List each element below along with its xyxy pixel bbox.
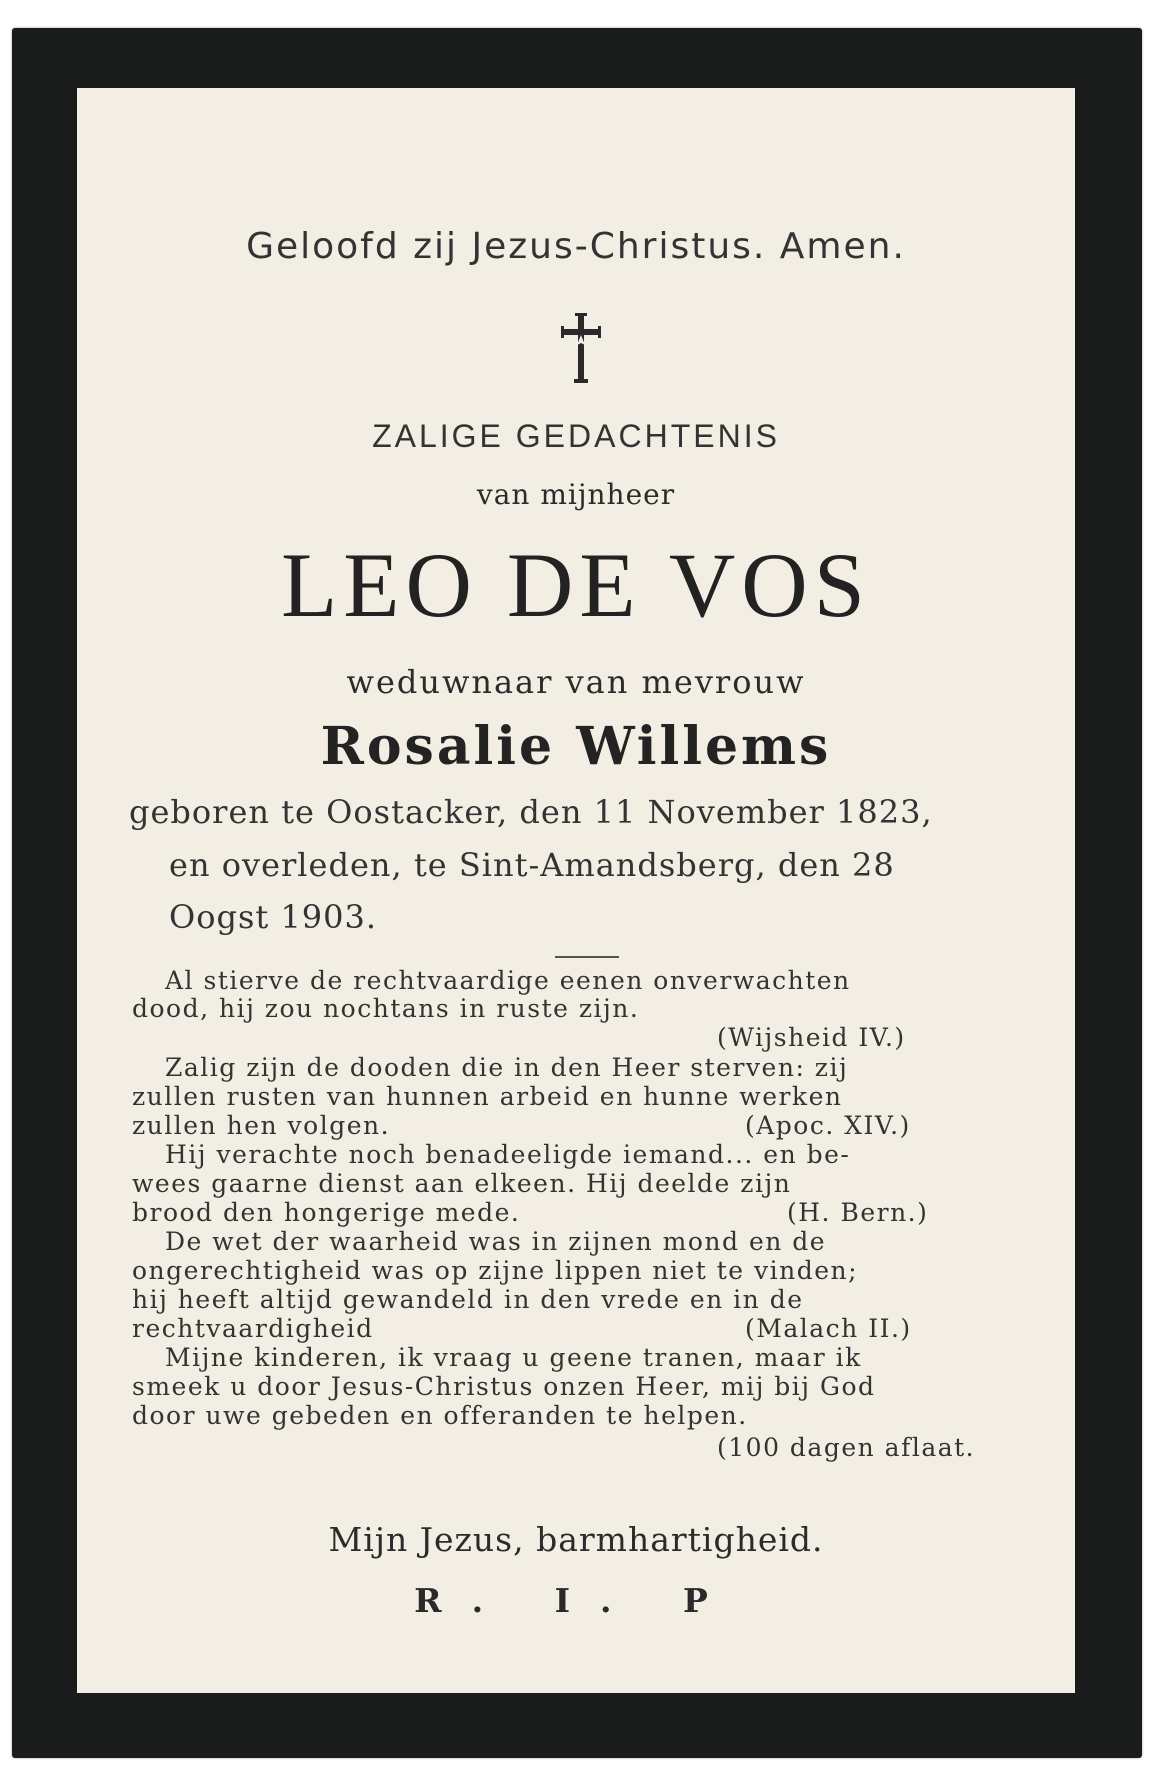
quote-source: (Wijsheid IV.): [717, 1023, 906, 1052]
card-paper: [77, 88, 1075, 1693]
divider: [555, 956, 619, 958]
bio-line: geboren te Oostacker, den 11 November 1823,: [129, 793, 933, 831]
quote-line: Hij verachte noch benadeeligde iemand... en be-: [165, 1140, 851, 1169]
quote-line: dood, hij zou nochtans in ruste zijn.: [132, 994, 640, 1023]
quote-line: rechtvaardigheid: [132, 1314, 374, 1343]
quote-line: Al stierve de rechtvaardige eenen onverwachten: [165, 966, 851, 995]
deceased-name: LEO DE VOS: [281, 534, 871, 636]
quote-line: De wet der waarheid was in zijnen mond en de: [165, 1227, 827, 1256]
quote-line: zullen rusten van hunnen arbeid en hunne werken: [132, 1082, 843, 1111]
quote-source: (Malach II.): [745, 1314, 912, 1343]
greeting: Geloofd zij Jezus-Christus. Amen.: [246, 226, 906, 267]
quote-line: zullen hen volgen.: [132, 1111, 391, 1140]
quote-line: wees gaarne dienst aan elkeen. Hij deelde zijn: [132, 1169, 792, 1198]
quote-line: Zalig zijn de dooden die in den Heer sterven: zij: [165, 1053, 849, 1082]
honorific: van mijnheer: [476, 478, 676, 511]
widower-of: weduwnaar van mevrouw: [346, 663, 806, 701]
quote-source: (Apoc. XIV.): [745, 1111, 911, 1140]
quote-line: door uwe gebeden en offeranden te helpen.: [132, 1401, 748, 1430]
bio-line: en overleden, te Sint-Amandsberg, den 28: [169, 846, 895, 884]
memorial-heading: ZALIGE GEDACHTENIS: [372, 418, 780, 454]
quote-line: ongerechtigheid was op zijne lippen niet te vinden;: [132, 1256, 859, 1285]
rip-mark: R. I. P: [414, 1581, 738, 1620]
spouse-name: Rosalie Willems: [320, 716, 832, 777]
quote-line: hij heeft altijd gewandeld in den vrede en in de: [132, 1285, 804, 1314]
quote-line: brood den hongerige mede.: [132, 1198, 521, 1227]
bio-line: Oogst 1903.: [169, 898, 378, 936]
quote-line: smeek u door Jesus-Christus onzen Heer, mij bij God: [132, 1372, 876, 1401]
latin-cross-icon: [561, 313, 601, 385]
quote-source: (H. Bern.): [787, 1198, 929, 1227]
memorial-card: [12, 28, 1142, 1758]
closing-prayer: Mijn Jezus, barmhartigheid.: [328, 1520, 824, 1559]
quote-source: (100 dagen aflaat.: [717, 1433, 976, 1462]
quote-line: Mijne kinderen, ik vraag u geene tranen, maar ik: [165, 1343, 862, 1372]
